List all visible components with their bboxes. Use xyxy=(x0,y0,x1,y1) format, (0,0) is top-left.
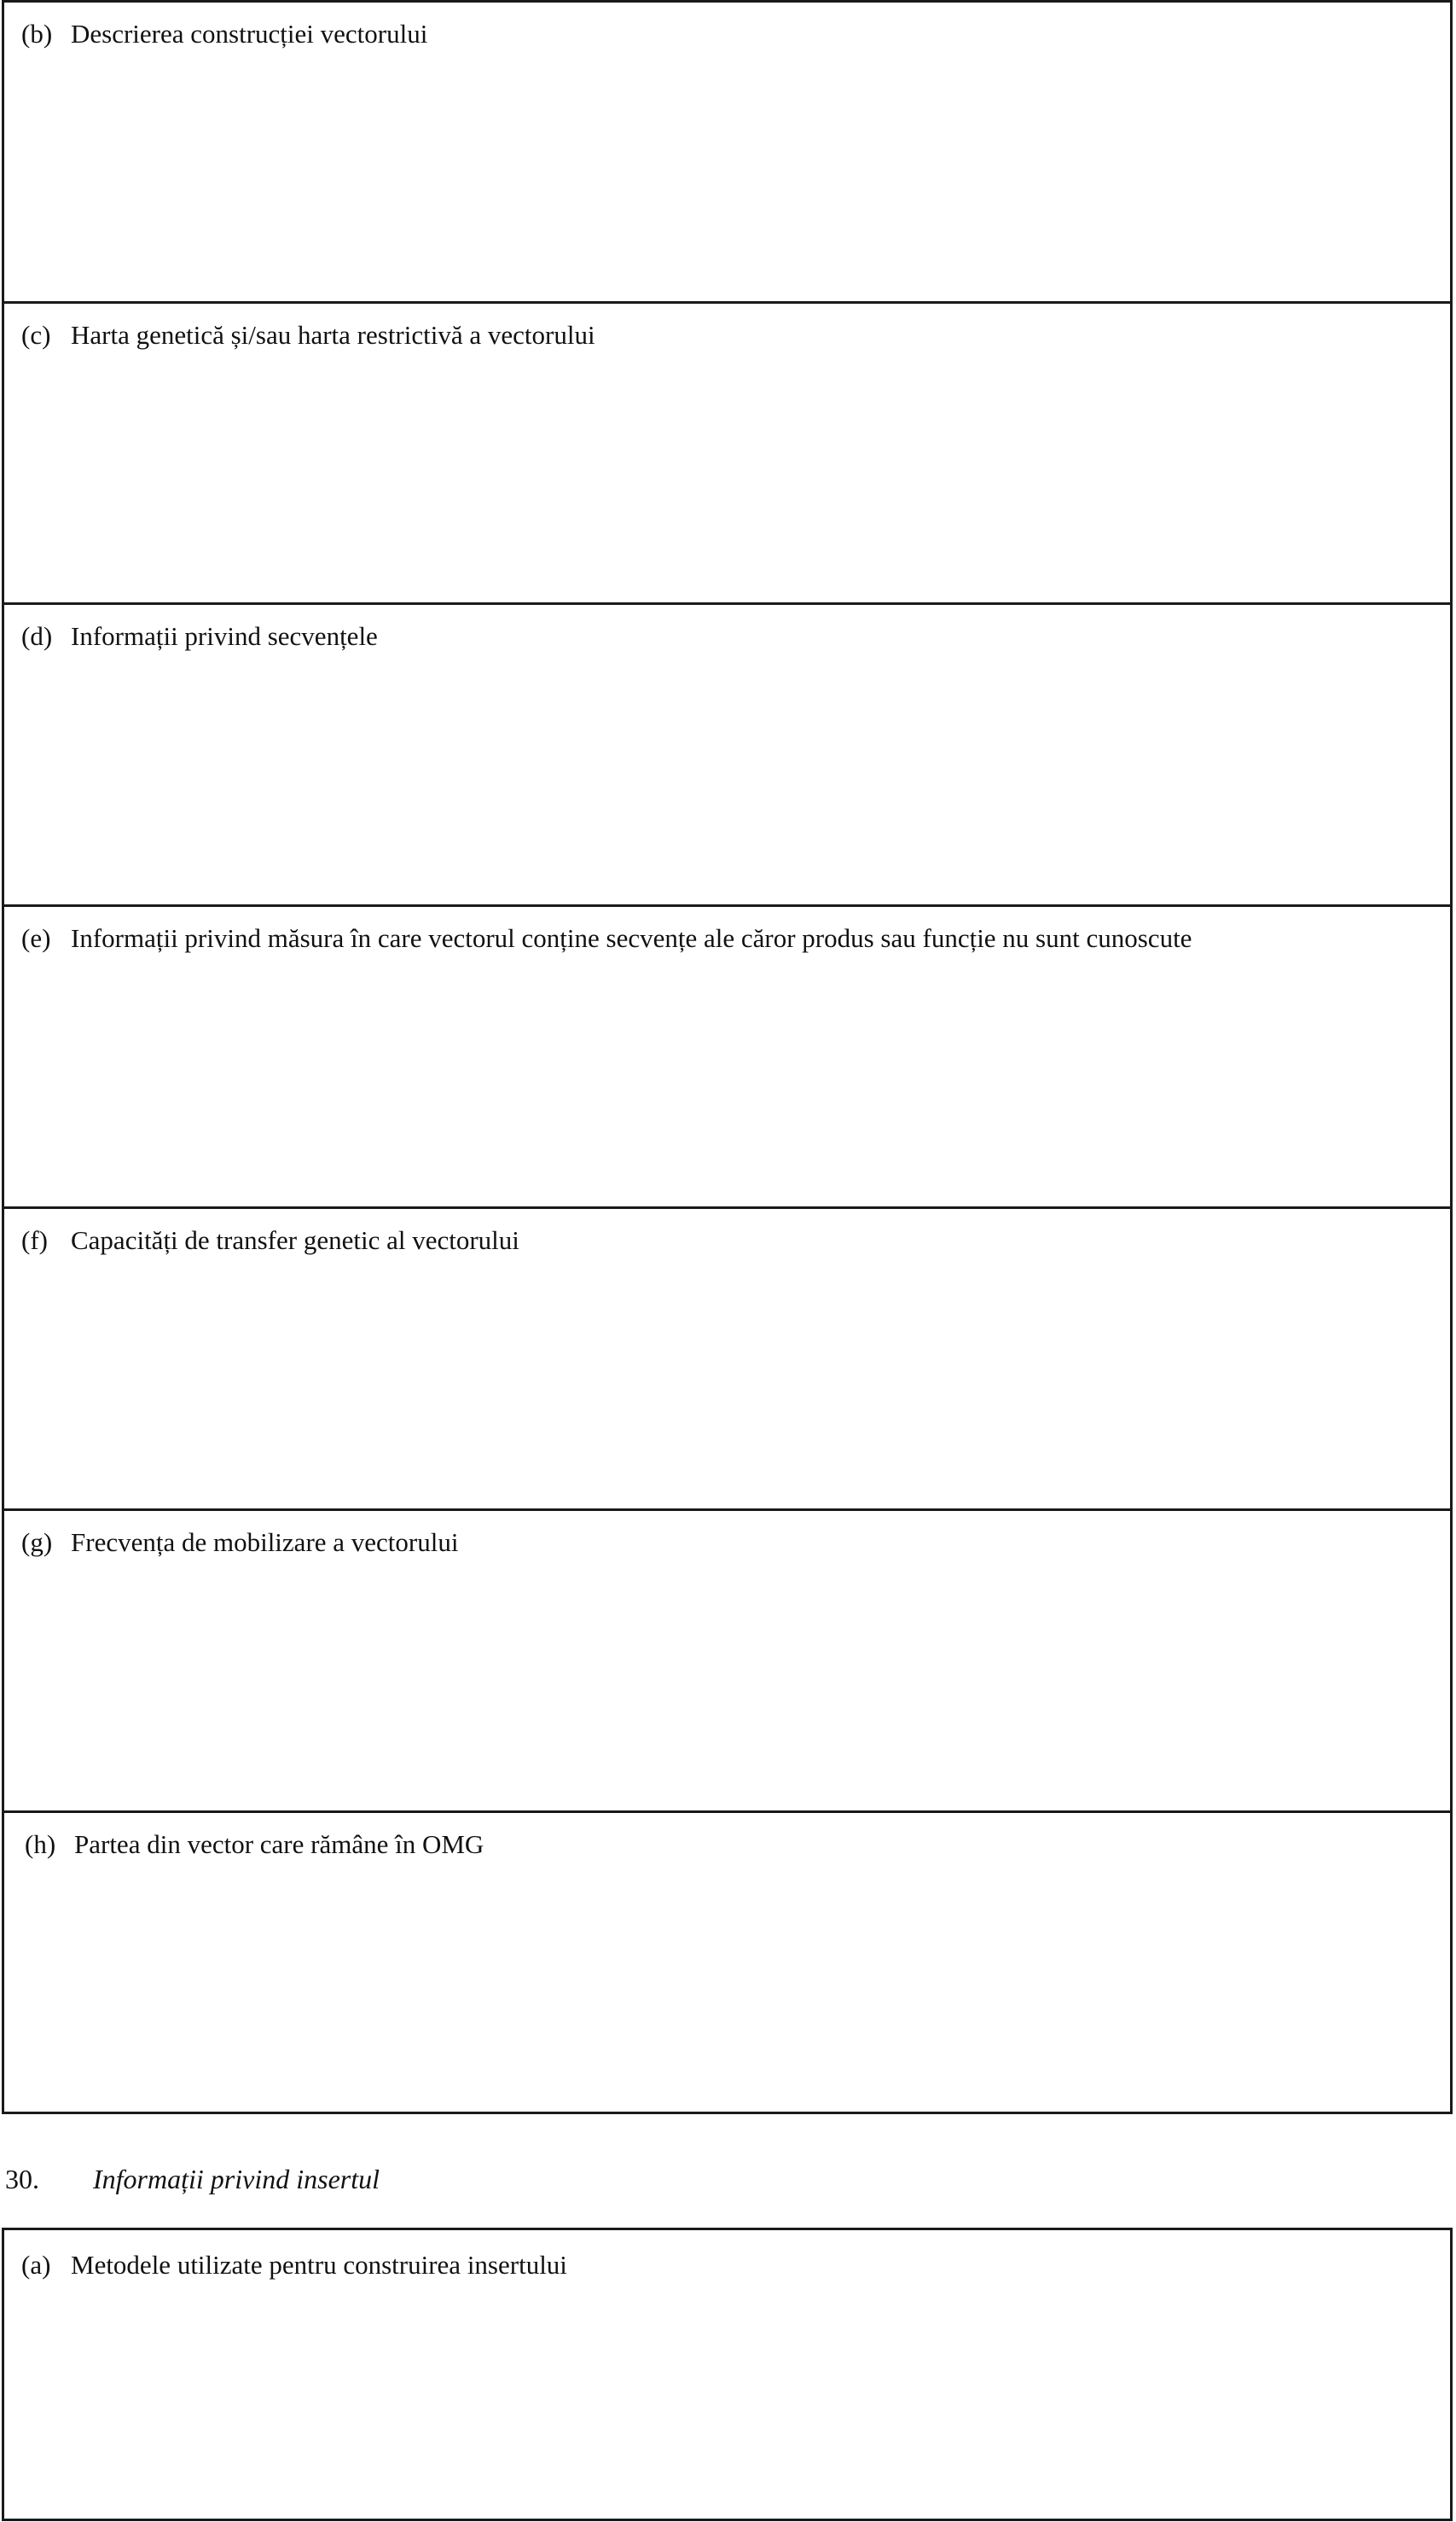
field-letter: (h) xyxy=(25,1829,56,1859)
field-label xyxy=(21,620,378,652)
field-mobilization-frequency[interactable] xyxy=(4,1508,1450,1811)
field-vector-construction[interactable] xyxy=(4,3,1450,303)
field-text: Capacități de transfer genetic al vectorului xyxy=(71,1225,519,1255)
field-insert-construction-methods[interactable] xyxy=(4,2230,1450,2519)
field-label xyxy=(21,1224,519,1256)
field-vector-remaining[interactable] xyxy=(4,1810,1450,2112)
field-label xyxy=(21,922,1192,954)
field-text: Descrierea construcției vectorului xyxy=(71,19,428,49)
field-unknown-sequences[interactable] xyxy=(4,904,1450,1207)
field-label xyxy=(21,1526,458,1558)
field-text: Frecvența de mobilizare a vectorului xyxy=(71,1527,459,1557)
section-heading xyxy=(5,2163,380,2195)
field-text: Partea din vector care rămâne în OMG xyxy=(74,1829,484,1859)
field-genetic-map[interactable] xyxy=(4,301,1450,604)
field-label xyxy=(21,18,427,49)
field-letter: (d) xyxy=(21,621,53,651)
field-gene-transfer[interactable] xyxy=(4,1206,1450,1509)
field-text: Informații privind secvențele xyxy=(71,621,378,651)
field-label xyxy=(21,2249,567,2281)
field-text: Informații privind măsura în care vectorul conține secvențe ale căror produs sau funcție nu sunt cunoscute xyxy=(71,923,1192,953)
field-letter: (a) xyxy=(21,2250,51,2280)
section-title: Informații privind insertul xyxy=(93,2164,380,2194)
field-letter: (g) xyxy=(21,1527,53,1557)
field-letter: (f) xyxy=(21,1225,48,1255)
field-letter: (c) xyxy=(21,320,51,350)
field-letter: (e) xyxy=(21,923,51,953)
field-sequence-info[interactable] xyxy=(4,602,1450,905)
section-number: 30. xyxy=(5,2164,39,2194)
field-text: Harta genetică și/sau harta restrictivă a vectorului xyxy=(71,320,595,350)
field-label xyxy=(21,319,595,351)
field-text: Metodele utilizate pentru construirea insertului xyxy=(71,2250,567,2280)
field-letter: (b) xyxy=(21,19,53,49)
insert-info-table xyxy=(2,2228,1453,2521)
vector-info-table xyxy=(2,0,1453,2114)
field-label xyxy=(25,1828,484,1860)
